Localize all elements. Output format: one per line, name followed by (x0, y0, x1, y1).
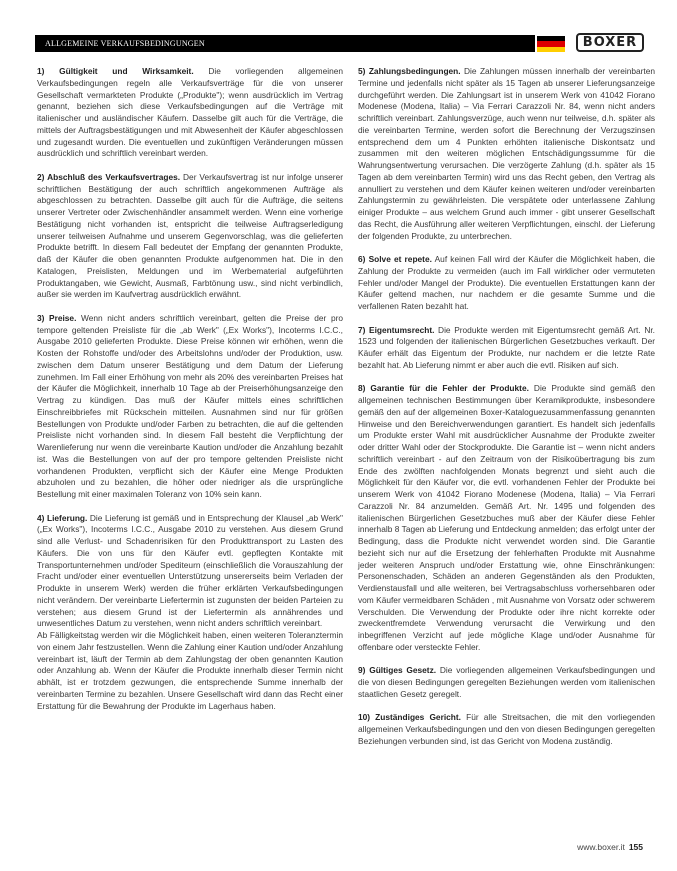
website-link[interactable]: www.boxer.it (577, 842, 625, 852)
section-10: 10) Zuständiges Gericht. Für alle Streitsachen, die mit den vorliegenden allgemeinen Verkaufsbedingungen und den von diesen Bedingungen geregelten Beziehungen verbunden sind, ist das Gericht von Modena zuständig. (358, 712, 655, 746)
german-flag-icon (537, 36, 565, 52)
boxer-logo: BOXER (576, 33, 644, 52)
section-5: 5) Zahlungsbedingungen. Die Zahlungen müssen innerhalb der vereinbarten Termine und jedenfalls nicht später als 15 Tagen ab unserer Lieferungsanzeige durchgeführt werden. Die Zahlungsart ist in unserem Werk von 41042 Fiorano Modenese (Modena, Italia) – Via Ferrari Carazzoli Nr. 84, wenn nicht anders schriftlich vereinbart. Zahlungsverzüge, auch wenn nur teilweise, d.h. später als die vereinbarten Termine, werden sofort die Berechnung der Verzugszinsen entsprechend dem um 4 Punkten erhöhten italienische Diskontsatz und zusammen mit den weiteren möglichen Entschädigungssumme für die Wahrungsentwertung verursachen. Die verzögerte Zahlung (d.h. später als 15 Tagen ab dem vereinbarten Termin) wird uns das Recht geben, den Vertrag als annulliert zu verstehen und dem Käufer keinen weiteren und/oder vereinbarten Zahlungstermin zu gewährleisten. Die verspätete oder unterlassene Zahlung einiger Produkte – aus welchem Grund auch immer - gibt unserer Gesellschaft das Recht, die Ausführung aller weiteren Verpflichtungen, einschl. der Lieferung der folgenden Produkte, zu unterbrechen. (358, 66, 655, 241)
section-7: 7) Eigentumsrecht. Die Produkte werden mit Eigentumsrecht gemäß Art. Nr. 1523 und folgenden der italienischen Bürgerlichen Gesetzbuches verkauft. Der Käufer erhält das Eigentum der Produkte, nur nachdem er die letzte Rate bezahlt hat. Ab Lieferung nimmt er aber auch die evtl. Risiken auf sich. (358, 324, 655, 370)
section-6: 6) Solve et repete. Auf keinen Fall wird der Käufer die Möglichkeit haben, die Zahlung der Produkte zu vermeiden (auch im Fall wirklicher oder vermuteten Fehler und/oder Mangel der Produkte). Die eventuellen Erstattungen kann der Käufer geltend machen, nur nachdem er die gesamte Summe und die verfallenen Raten bezahlt hat. (358, 254, 655, 311)
header-bar (35, 35, 535, 52)
right-column (358, 66, 655, 759)
page-number: 155 (628, 842, 643, 852)
left-column (37, 66, 343, 724)
footer (577, 842, 643, 852)
section-9: 9) Gültiges Gesetz. Die vorliegenden allgemeinen Verkaufsbedingungen und die von diesen Bedingungen geregelten Beziehungen werden vom italienischen staatlichen Gesetz geregelt. (358, 665, 655, 699)
section-4-continued: Ab Fälligkeitstag werden wir die Möglichkeit haben, einen weiteren Toleranztermin von einem Jahr festzustellen. Wenn die Zahlung einer Kaution und/oder Anzahlung vereinbart ist, läuft der Termin ab dem Zahlungstag der oben genannten Kaution oder Anzahlung ab. Wenn der Käufer die Produkte innerhalb dieser Termin nicht abhält, ist er trotzdem gezwungen, die entsprechende Summe innerhalb der vereinbarten Termine zu bezahlen. Unsere Gesellschaft wird dann das Recht einer Erstattung für die Bewahrung der Produkte im Lagerhaus haben. (37, 630, 343, 711)
header-title: ALLGEMEINE VERKAUFSBEDINGUNGEN (45, 39, 205, 48)
section-2: 2) Abschluß des Verkaufsvertrages. Der Verkaufsvertrag ist nur infolge unserer schriftlichen Bestätigung der auch schriftlich angekommenen Aufträge als abgeschlossen zu betrachten. Dasselbe gilt auch für die Aufträge, die seitens unserer Vertreter oder Zwischenhändler ansammelt werden. Wenn eine vorherige Bestätigung nicht vorhanden ist, entspricht die teilweise Auftragserledigung unserer teilweisen Aufnahme und unserem Gegenvorschlag, was die gelieferten Produkte betrifft. In diesem Fall bedeutet der Empfang der genannten Produkte, daß der Käufer die oben genannten Produkte aufgenommen hat. Die in den Katalogen, Preislisten, Meldungen und im Werbematerial aufgeführten Produktangaben, wie Gewicht, Ausmaß, Farbtönung usw., sind nicht verbindlich, außer sie werden im Kaufvertrag ausdrücklich erwähnt. (37, 171, 343, 300)
section-1: 1) Gültigkeit und Wirksamkeit. Die vorliegenden allgemeinen Verkaufsbedingungen regeln alle Verkaufsverträge für die von unserer Gesellschaft vermarkteten Produkte („Produkte"); wenn ausdrücklich im Vertrag genannt, beziehen sich diese Verkaufsbedingungen auf die Verträge mit italienischer und ausländischer Käufern. Dasselbe gilt auch für die Verträge, die mittels der Auftragsbestätigungen und mit Abwesenheit der Käufer abgeschlossen und zugesandt wurden. Die eventuellen und zukünftigen Veränderungen müssen ausdrücklich und schriftlich vereinbart werden. (37, 66, 344, 159)
section-3: 3) Preise. Wenn nicht anders schriftlich vereinbart, gelten die Preise der pro tempore geltenden Preisliste für die „ab Werk" („Ex Works"), Incoterms I.C.C., Ausgabe 2010 gelieferten Produkte. Diese Preise können wir erhöhen, wenn die Kosten der Rohstoffe und/oder des Arbeitslohns und/oder der Produktion, usw. zwischen dem Datum unserer Bestätigung und dem Datum der Lieferung zunehmen. Im Fall einer Erhöhung von mehr als 20% des vereinbarten Preises hat der Käufer die Möglichkeit, innerhalb 10 Tage ab der Preiserhöhungsanzeige den Vertrag zu kündigen. Das muß der Käufer mittels eines schriftlichen Einschreibbriefes mit Rückschein mitteilen. Ausnahmen sind nur für größen Bestellungen von Produkte und/oder Farben zu betrachten, die auf die geltenden Preisliste nicht vorhanden sind. In diesem Fall besteht die Verpflichtung der Warenlieferung nur wenn die vereinbarte Kaution und/oder die Anzahlung bezahlt ist. Was die Bestellungen von auf der pro tempore geltenden Preisliste nicht vorhandenen Produkten, verpflicht sich der Käufer eine Menge Produkten abzuholen und zu bezahlen, die höher oder niedriger als die ursprüngliche Bestellung mit einer maximalen Toleranz von 10% sein kann. (37, 312, 343, 499)
section-8: 8) Garantie für die Fehler der Produkte. Die Produkte sind gemäß den allgemeinen technischen Bestimmungen über Keramikprodukte, insbesondere gemäß den auf der allgemeinen Boxer-Kataloguezusammenfassung genannten Hinweise und den Bereichverwendungen garantiert. Es handelt sich jedenfalls um Produkte erster Wahl mit ausdrücklicher Ausnahme der Produkte zweiter oder dritter Wahl oder der Stockprodukte. Die Garantie ist – wenn nicht anders schriftlich vereinbart - auf den Zeitraum von der Risikoübertragung bis zum Ende des zwölften nachfolgenden Monats begrenzt und sieht auch die Möglichkeit für den Käufer vor, die evtl. vorhandenen Fehler der Produkte bei unserem Werk von 41042 Fiorano Modenese (Modena, Italia) – Via Ferrari Carazzoli Nr. 84 anzumelden. Gemäß Art. Nr. 1495 und folgenden des italienischen Bürgerlichen Gesetzbuches muß aber der Käufer diese Fehler innerhalb 8 Tagen ab Lieferung und Entdeckung anmelden; das erfolgt unter der Bedingung, dass die Produkte nicht verwendet worden sind. Die Garantie bezieht sich nur auf die Ersetzung der fehlerhaften Produkte mit Ausnahme jeder weiteren Anspruch und/oder Erstattung wie, ohne Einschränkungen: Personenschaden, Schäden an anderen Gegenständen als den Produkten, Verdienstausfall und alle weiteren, bei Vertragsabschluss vorhersehbaren oder vom Käufer vermeidbaren Schäden , mit Ausnahme von Vorsatz oder schwerem Verschulden. Die Verwendung der Produkte oder ihre nicht korrekte oder zweckentfremdete Verwendung verursacht die Verwirkung und den inbegriffenen Verzicht auf jede mögliche Klage und/oder Ausnahme für offenbare oder versteckte Fehler. (358, 383, 655, 652)
section-4: 4) Lieferung. Die Lieferung ist gemäß und in Entsprechung der Klausel „ab Werk" („Ex Works"), Incoterms I.C.C., Ausgabe 2010 zu verstehen. Aus diesem Grund sind alle Verlust- und Schadenrisiken für den Produkttransport zu Lasten des Käufers. Die von uns für den Käufer evtl. gepflegten Kontakte mit Transportunternehmen und/oder Spediteurn (einschließlich die Vorauszahlung der Fracht und/oder einer eventuellen Unterstützung unsererseits beim Verladen der Produkte in unserem Werk) werden die früher erklärten Verkaufsbedingungen nicht verändern. Der vereinbarte Liefertermin ist zugunsten der beiden Parteien zu verstehen; aus diesem Grund ist der Liefertermin als annährendes und unwesentliches Datum zu verstehen, wenn nicht anders schriftlich vereinbart. (37, 512, 343, 629)
